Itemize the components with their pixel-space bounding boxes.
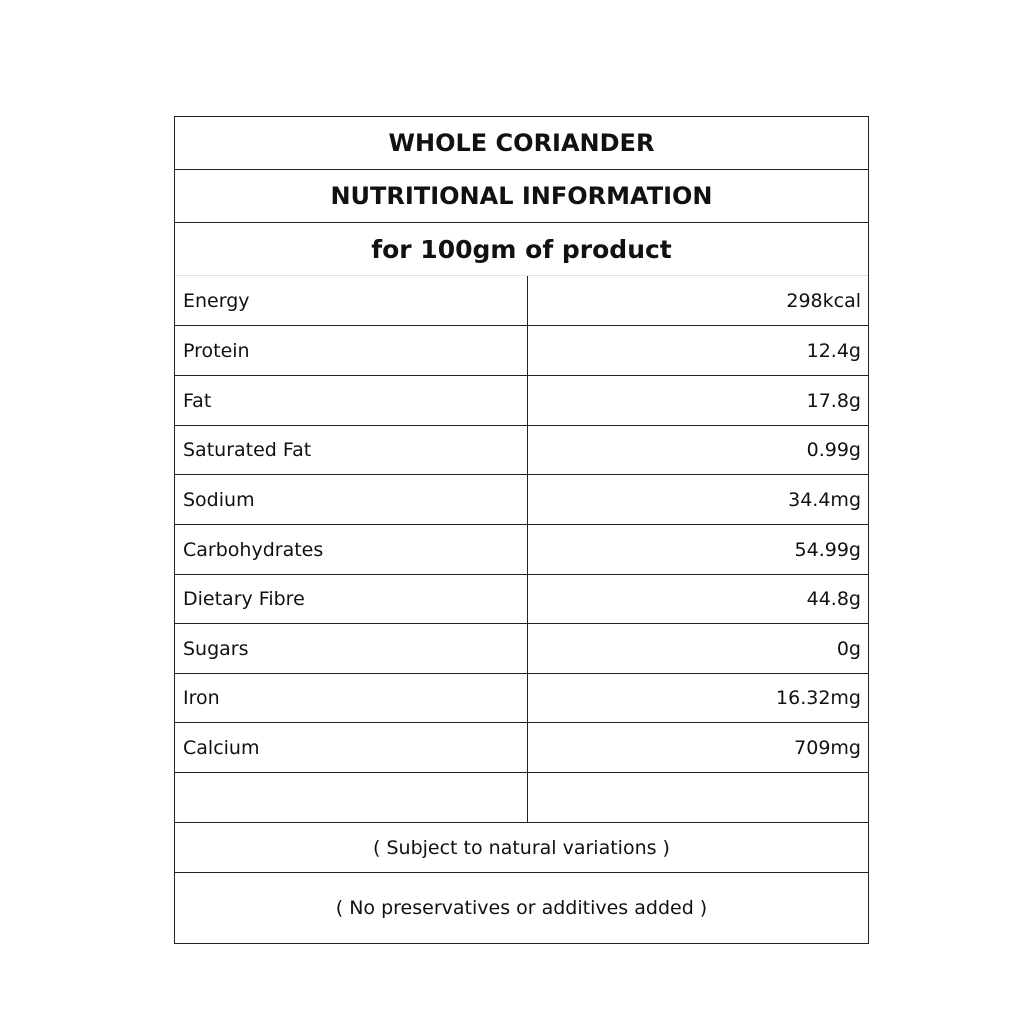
- table-row: [175, 773, 868, 823]
- nutrient-name: Iron: [175, 673, 528, 722]
- preservatives-note-row: [175, 873, 868, 943]
- table-row: [175, 525, 868, 575]
- table-row: [175, 723, 868, 773]
- serving-size: for 100gm of product: [371, 234, 672, 264]
- nutrient-value: 12.4g: [806, 339, 861, 362]
- section-title: NUTRITIONAL INFORMATION: [330, 182, 713, 210]
- table-row: [175, 326, 868, 376]
- nutrient-value: 16.32mg: [776, 686, 861, 709]
- nutrient-name: Dietary Fibre: [175, 574, 528, 623]
- nutrient-value: [528, 773, 868, 822]
- nutrient-name: Energy: [175, 276, 528, 325]
- nutrient-value: 298kcal: [786, 289, 861, 312]
- preservatives-note: ( No preservatives or additives added ): [335, 897, 708, 919]
- nutrition-table: [174, 116, 869, 944]
- nutrient-name: [175, 773, 528, 822]
- serving-size-row: [175, 223, 868, 276]
- table-row: [175, 673, 868, 723]
- table-row: [175, 574, 868, 624]
- table-row: [175, 376, 868, 426]
- table-row: [175, 475, 868, 525]
- nutrient-value: 34.4mg: [788, 488, 861, 511]
- product-title-row: [175, 117, 868, 170]
- nutrient-name: Carbohydrates: [175, 525, 528, 574]
- nutrient-name: Calcium: [175, 723, 528, 772]
- nutrient-value: 54.99g: [794, 538, 861, 561]
- nutrient-value: 0g: [836, 637, 861, 660]
- nutrient-value: 44.8g: [806, 587, 861, 610]
- nutrient-name: Sugars: [175, 624, 528, 673]
- table-row: [175, 624, 868, 674]
- variation-note: ( Subject to natural variations ): [373, 836, 670, 859]
- variation-note-row: [175, 823, 868, 873]
- nutrient-name: Saturated Fat: [175, 425, 528, 474]
- nutrient-name: Fat: [175, 376, 528, 425]
- nutrient-value: 709mg: [794, 736, 861, 759]
- nutrient-value: 0.99g: [806, 438, 861, 461]
- product-title: WHOLE CORIANDER: [388, 129, 655, 157]
- table-row: [175, 425, 868, 475]
- nutrient-value: 17.8g: [806, 389, 861, 412]
- nutrient-name: Protein: [175, 326, 528, 375]
- table-row: [175, 276, 868, 326]
- section-title-row: [175, 170, 868, 223]
- nutrient-name: Sodium: [175, 475, 528, 524]
